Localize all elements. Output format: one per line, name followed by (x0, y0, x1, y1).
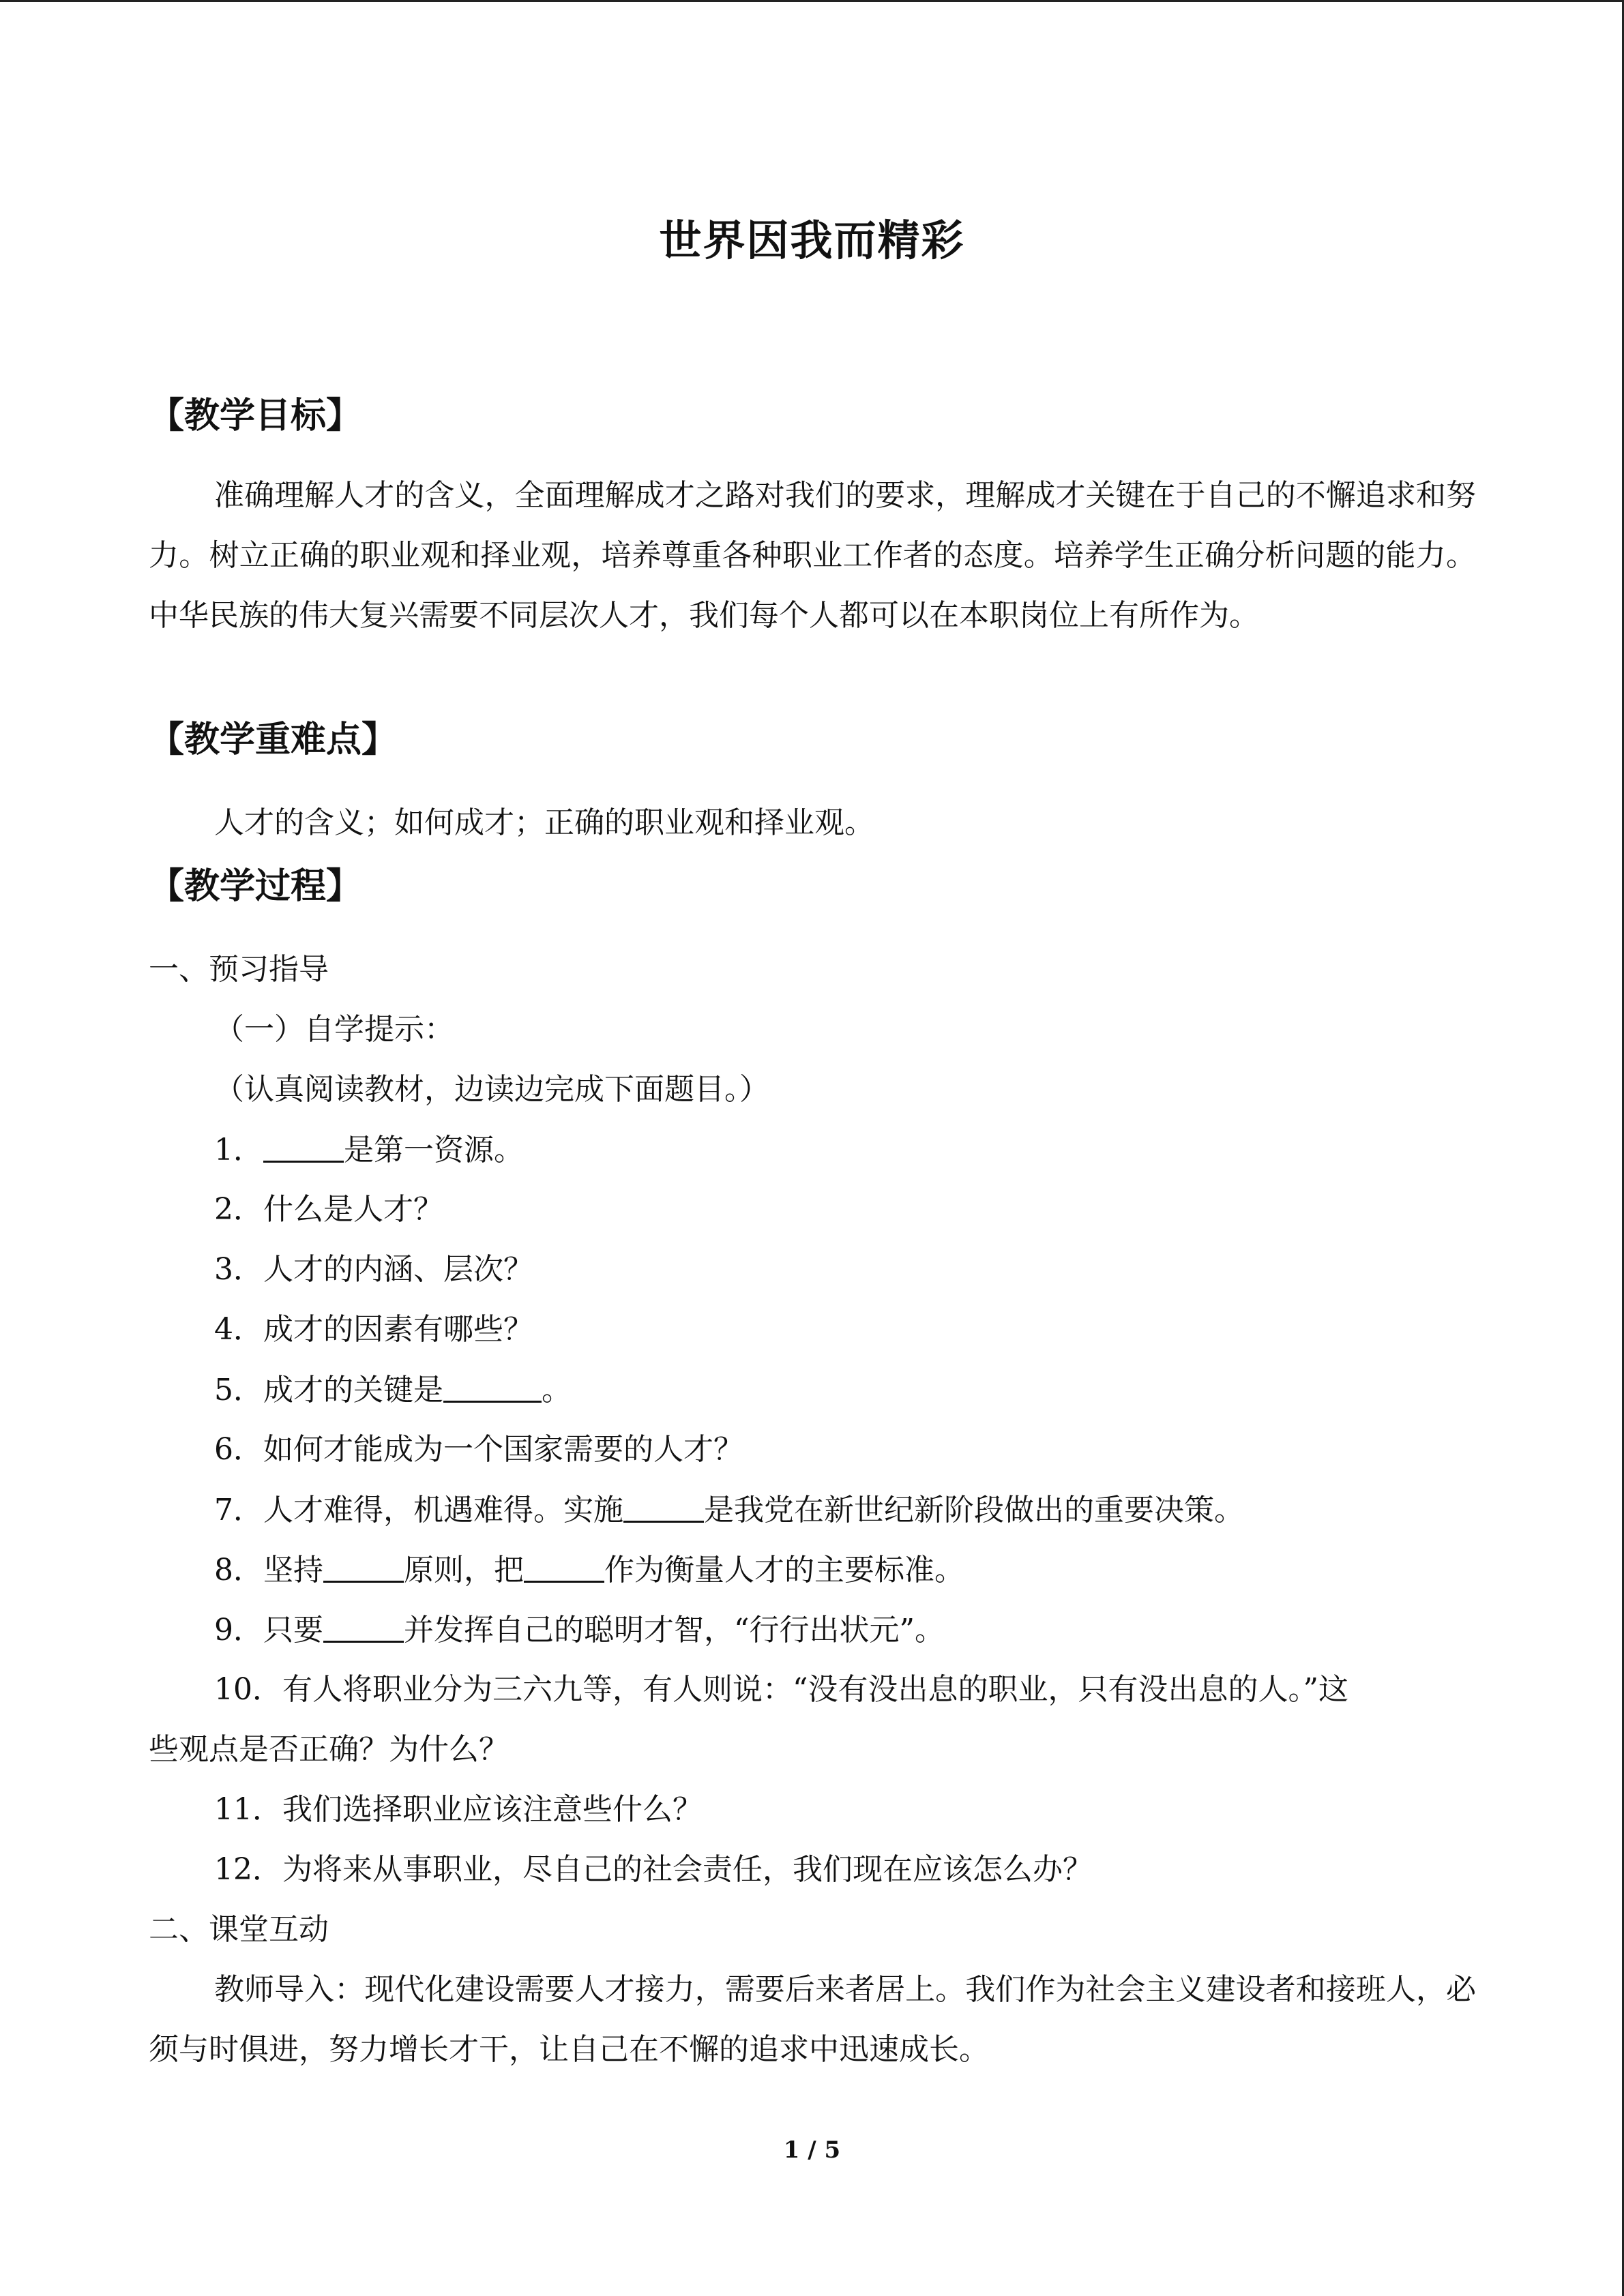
item-text: 是第一资源。 (344, 1133, 524, 1167)
list-item (214, 1789, 703, 1830)
process-heading: 【教学过程】 (149, 866, 362, 907)
self-study-subheading: （一）自学提示： (214, 1012, 454, 1047)
key-points-heading: 【教学重难点】 (149, 719, 398, 760)
list-item (214, 1309, 533, 1350)
list-item (214, 1489, 1244, 1531)
list-item-continuation: 些观点是否正确？为什么？ (149, 1732, 509, 1767)
list-item (214, 1129, 524, 1171)
list-item (214, 1549, 964, 1591)
key-points-paragraph: 人才的含义；如何成才；正确的职业观和择业观。 (214, 805, 874, 840)
item-number: 6． (214, 1432, 263, 1467)
item-number: 12． (214, 1852, 282, 1887)
item-text: 原则，把 (404, 1553, 524, 1587)
fill-blank (263, 1129, 344, 1163)
item-number: 11． (214, 1792, 282, 1827)
item-number: 2． (214, 1192, 263, 1227)
goals-paragraph: 准确理解人才的含义，全面理解成才之路对我们的要求，理解成才关键在于自己的不懈追求和努力。树立正确的职业观和择业观，培养尊重各种职业工作者的态度。培养学生正确分析问题的能力。中华民族的伟大复兴需要不同层次人才，我们每个人都可以在本职岗位上有所作为。 (149, 478, 1476, 633)
list-item (214, 1669, 1348, 1710)
item-number: 9． (214, 1613, 263, 1648)
item-text: 人才难得，机遇难得。实施 (263, 1493, 623, 1527)
item-text: 我们选择职业应该注意些什么？ (282, 1792, 703, 1827)
item-number: 10． (214, 1672, 282, 1707)
interaction-paragraph: 教师导入：现代化建设需要人才接力，需要后来者居上。我们作为社会主义建设者和接班人，必须与时俱进，努力增长才干，让自己在不懈的追求中迅速成长。 (149, 1972, 1476, 2067)
item-number: 3． (214, 1252, 263, 1287)
item-text: 什么是人才？ (263, 1192, 443, 1227)
fill-blank (323, 1549, 404, 1583)
item-text: 如何才能成为一个国家需要的人才？ (263, 1432, 743, 1467)
item-text: 成才的因素有哪些？ (263, 1312, 533, 1347)
list-item (214, 1609, 945, 1651)
fill-blank (524, 1549, 604, 1583)
fill-blank (623, 1489, 704, 1523)
item-number: 4． (214, 1312, 263, 1347)
item-number: 7． (214, 1493, 263, 1527)
item-text: 成才的关键是 (263, 1373, 443, 1407)
item-text: 是我党在新世纪新阶段做出的重要决策。 (704, 1493, 1244, 1527)
preview-heading: 一、预习指导 (149, 952, 329, 987)
item-text: 作为衡量人才的主要标准。 (604, 1553, 964, 1587)
reading-note: （认真阅读教材，边读边完成下面题目。） (214, 1072, 769, 1107)
goals-heading: 【教学目标】 (149, 396, 362, 436)
list-item (214, 1849, 1093, 1890)
item-text: 有人将职业分为三六九等，有人则说：“没有没出息的职业，只有没出息的人。”这 (282, 1672, 1348, 1707)
item-text: 坚持 (263, 1553, 323, 1587)
list-item (214, 1249, 533, 1290)
list-item (214, 1429, 743, 1470)
item-text: 人才的内涵、层次？ (263, 1252, 533, 1287)
page-title: 世界因我而精彩 (659, 215, 965, 265)
item-text: 只要 (263, 1613, 323, 1648)
fill-blank (443, 1369, 542, 1403)
fill-blank (323, 1609, 404, 1643)
item-number: 5． (214, 1373, 263, 1407)
item-text: 为将来从事职业，尽自己的社会责任，我们现在应该怎么办？ (282, 1852, 1093, 1887)
list-item (214, 1189, 443, 1230)
list-item (214, 1369, 572, 1411)
item-number: 1． (214, 1133, 263, 1167)
item-number: 8． (214, 1553, 263, 1587)
interaction-heading: 二、课堂互动 (149, 1912, 329, 1947)
page-number: 1 / 5 (783, 2136, 841, 2164)
item-text: 。 (542, 1373, 572, 1407)
item-text: 并发挥自己的聪明才智，“行行出状元”。 (404, 1613, 945, 1648)
